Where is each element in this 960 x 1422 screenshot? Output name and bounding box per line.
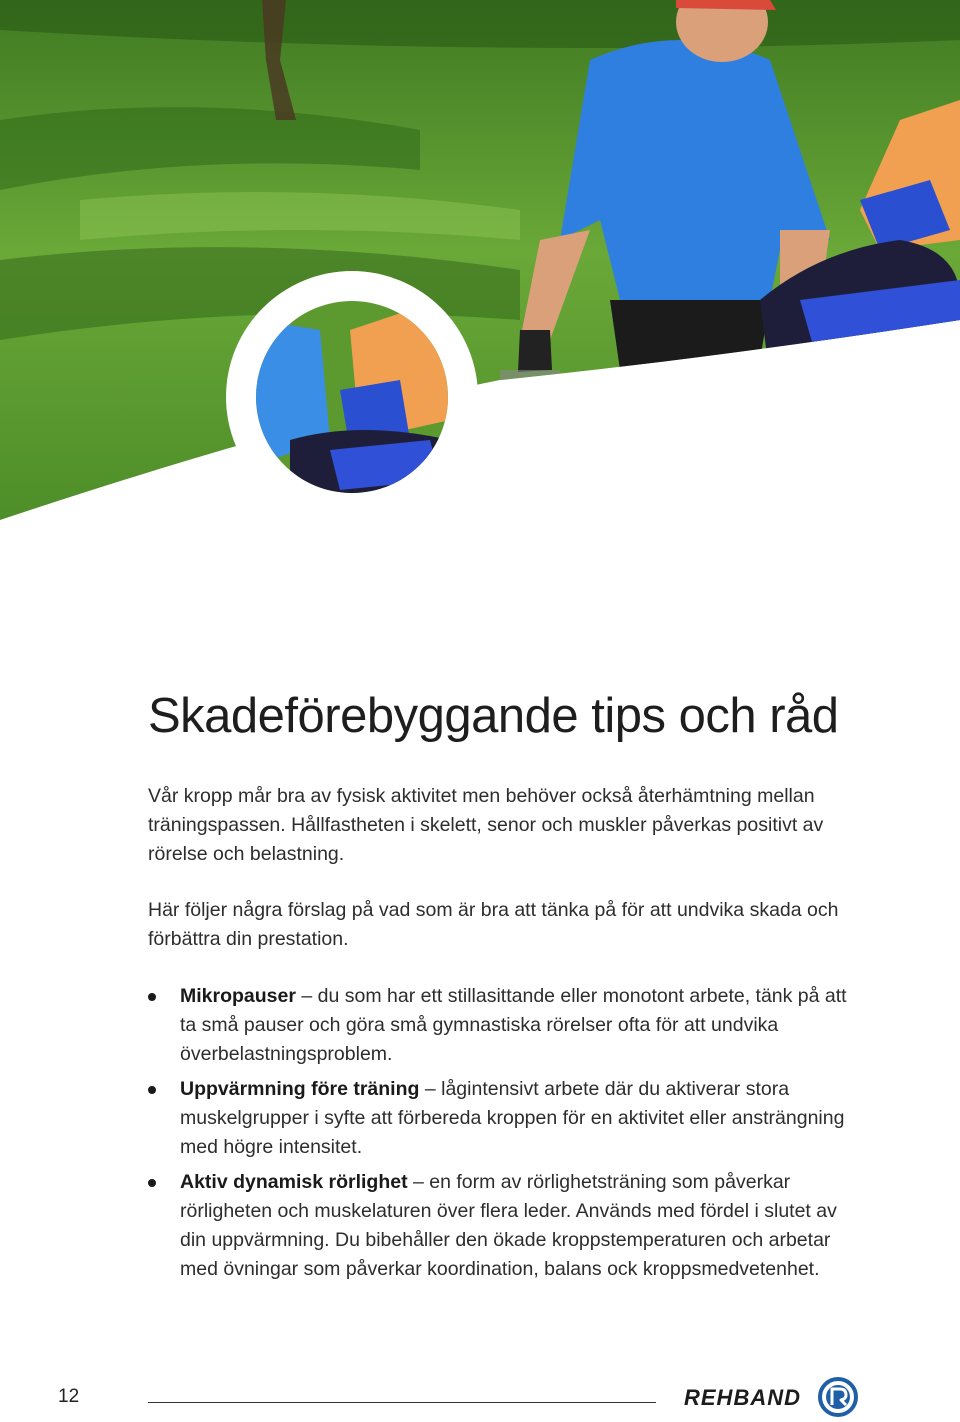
bullet-icon: [148, 993, 156, 1001]
rehband-logo-icon: [818, 1377, 858, 1417]
brand-name: REHBAND: [684, 1385, 801, 1410]
tip-text: – en form av rörlighetsträning som påverkar rörligheten och muskelaturen över flera leder. Används med fördel i slutet av din uppvärmning. Du bibehåller den ökade kroppstemperaturen och arbetar med övningar som påverkar koordination, balans ock kroppsmedvetenhet.: [180, 1171, 837, 1280]
page-number: 12: [58, 1386, 80, 1407]
intro-paragraph: Vår kropp mår bra av fysisk aktivitet men behöver också återhämtning mellan träningspassen. Hållfastheten i skelett, senor och muskler påverkas positivt av rörelse och belastning.: [148, 785, 824, 865]
footer-divider: [148, 1402, 656, 1403]
list-item: [148, 1075, 868, 1162]
tip-term: Uppvärmning före träning: [180, 1078, 420, 1100]
hero-photo: [0, 0, 960, 560]
list-item: [148, 1168, 868, 1284]
list-item: [148, 982, 868, 1069]
intro-paragraph: Här följer några förslag på vad som är bra att tänka på för att undvika skada och förbättra din prestation.: [148, 899, 839, 950]
tips-list: [148, 982, 868, 1290]
bullet-icon: [148, 1179, 156, 1187]
tip-text: – du som har ett stillasittande eller monotont arbete, tänk på att ta små pauser och göra små gymnastiska rörelser ofta för att undvika överbelastningsproblem.: [180, 985, 847, 1065]
bullet-icon: [148, 1086, 156, 1094]
tip-term: Aktiv dynamisk rörlighet: [180, 1171, 408, 1193]
brand-logo: [684, 1377, 860, 1421]
page-title: Skadeförebyggande tips och råd: [148, 689, 839, 743]
tip-text: – lågintensivt arbete där du aktiverar stora muskelgrupper i syfte att förbereda kroppen för en aktivitet eller ansträngning med högre intensitet.: [180, 1078, 845, 1158]
tip-term: Mikropauser: [180, 985, 296, 1007]
